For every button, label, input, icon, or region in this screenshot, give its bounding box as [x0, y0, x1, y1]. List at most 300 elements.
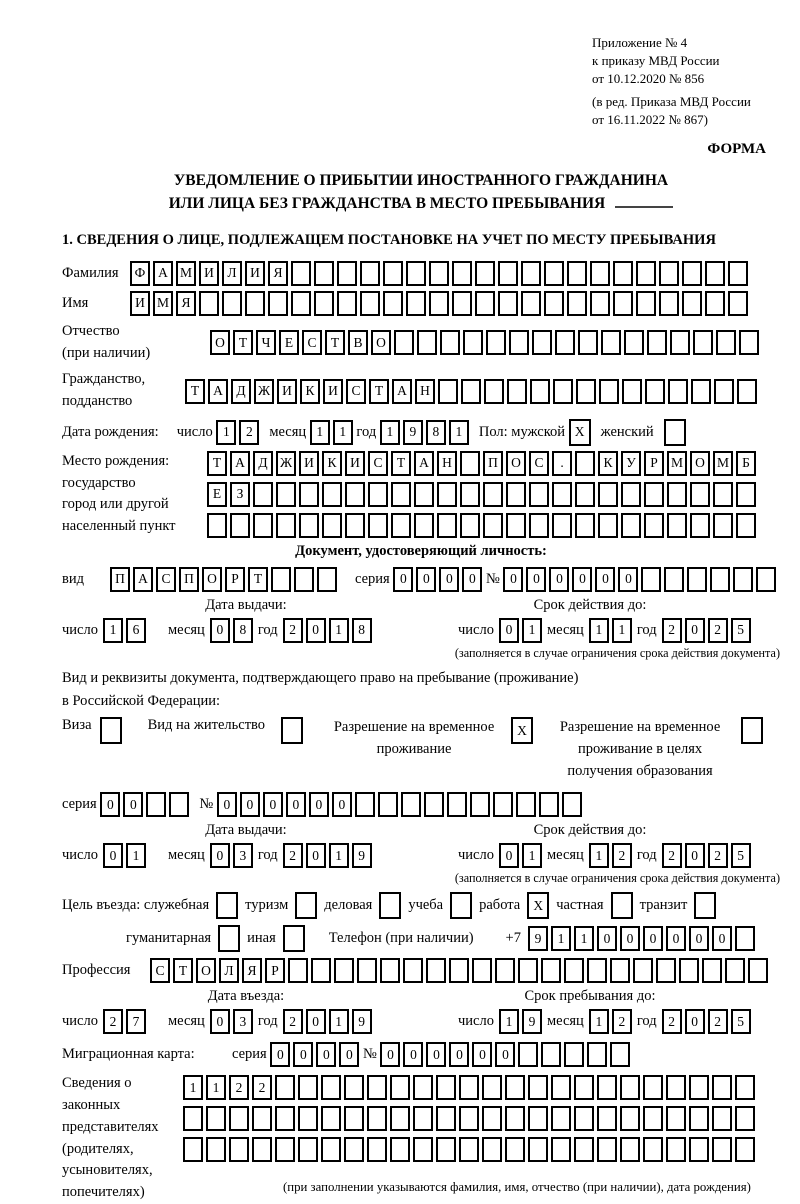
char-cell[interactable]: [664, 567, 684, 592]
char-cell[interactable]: 1: [333, 420, 353, 445]
char-cell[interactable]: 0: [499, 843, 519, 868]
char-cell[interactable]: [735, 1106, 755, 1131]
char-cell[interactable]: [728, 261, 748, 286]
char-cell[interactable]: [555, 330, 575, 355]
char-cell[interactable]: [597, 1075, 617, 1100]
char-cell[interactable]: 1: [522, 618, 542, 643]
char-cell[interactable]: [644, 482, 664, 507]
char-cell[interactable]: О: [202, 567, 222, 592]
checkbox-cell[interactable]: [664, 419, 686, 446]
char-cell[interactable]: П: [179, 567, 199, 592]
char-cell[interactable]: [460, 451, 480, 476]
char-cell[interactable]: .: [552, 451, 572, 476]
char-cell[interactable]: [564, 958, 584, 983]
char-cell[interactable]: 0: [643, 926, 663, 951]
char-cell[interactable]: [690, 513, 710, 538]
char-cell[interactable]: [482, 1075, 502, 1100]
char-cell[interactable]: 0: [306, 618, 326, 643]
char-cell[interactable]: [298, 1137, 318, 1162]
char-cell[interactable]: [299, 482, 319, 507]
char-cell[interactable]: [360, 261, 380, 286]
char-cell[interactable]: 0: [332, 792, 352, 817]
checkbox-cell[interactable]: [295, 892, 317, 919]
char-cell[interactable]: [438, 379, 458, 404]
char-cell[interactable]: [383, 261, 403, 286]
char-cell[interactable]: [436, 1106, 456, 1131]
char-cell[interactable]: 2: [252, 1075, 272, 1100]
char-cell[interactable]: [206, 1137, 226, 1162]
char-cell[interactable]: [298, 1106, 318, 1131]
char-cell[interactable]: А: [133, 567, 153, 592]
char-cell[interactable]: Ж: [276, 451, 296, 476]
checkbox-cell[interactable]: [100, 717, 122, 744]
char-cell[interactable]: 5: [731, 618, 751, 643]
char-cell[interactable]: Ж: [254, 379, 274, 404]
char-cell[interactable]: 1: [449, 420, 469, 445]
checkbox-cell[interactable]: [379, 892, 401, 919]
char-cell[interactable]: [643, 1106, 663, 1131]
char-cell[interactable]: [587, 958, 607, 983]
char-cell[interactable]: [482, 1106, 502, 1131]
char-cell[interactable]: [733, 567, 753, 592]
char-cell[interactable]: [621, 513, 641, 538]
char-cell[interactable]: [702, 958, 722, 983]
char-cell[interactable]: 2: [283, 618, 303, 643]
char-cell[interactable]: 5: [731, 843, 751, 868]
char-cell[interactable]: [597, 1106, 617, 1131]
char-cell[interactable]: [406, 291, 426, 316]
char-cell[interactable]: Т: [248, 567, 268, 592]
char-cell[interactable]: [541, 1042, 561, 1067]
char-cell[interactable]: [599, 379, 619, 404]
char-cell[interactable]: 1: [380, 420, 400, 445]
char-cell[interactable]: 2: [103, 1009, 123, 1034]
char-cell[interactable]: 1: [574, 926, 594, 951]
char-cell[interactable]: [735, 1075, 755, 1100]
char-cell[interactable]: [484, 379, 504, 404]
char-cell[interactable]: [656, 958, 676, 983]
checkbox-cell[interactable]: X: [527, 892, 549, 919]
char-cell[interactable]: [679, 958, 699, 983]
char-cell[interactable]: [541, 958, 561, 983]
char-cell[interactable]: Л: [222, 261, 242, 286]
char-cell[interactable]: [414, 482, 434, 507]
checkbox-cell[interactable]: [611, 892, 633, 919]
char-cell[interactable]: [670, 330, 690, 355]
char-cell[interactable]: А: [230, 451, 250, 476]
char-cell[interactable]: [229, 1137, 249, 1162]
char-cell[interactable]: И: [199, 261, 219, 286]
char-cell[interactable]: [470, 792, 490, 817]
char-cell[interactable]: [576, 379, 596, 404]
char-cell[interactable]: 3: [233, 843, 253, 868]
char-cell[interactable]: Т: [325, 330, 345, 355]
char-cell[interactable]: [463, 330, 483, 355]
char-cell[interactable]: 2: [239, 420, 259, 445]
char-cell[interactable]: И: [299, 451, 319, 476]
char-cell[interactable]: 2: [612, 843, 632, 868]
char-cell[interactable]: [459, 1075, 479, 1100]
checkbox-cell[interactable]: X: [511, 717, 533, 744]
char-cell[interactable]: [391, 513, 411, 538]
char-cell[interactable]: [299, 513, 319, 538]
char-cell[interactable]: 0: [306, 843, 326, 868]
char-cell[interactable]: [505, 1106, 525, 1131]
char-cell[interactable]: [705, 291, 725, 316]
char-cell[interactable]: С: [302, 330, 322, 355]
char-cell[interactable]: [622, 379, 642, 404]
char-cell[interactable]: [436, 1075, 456, 1100]
char-cell[interactable]: К: [300, 379, 320, 404]
checkbox-cell[interactable]: X: [569, 419, 591, 446]
char-cell[interactable]: [641, 567, 661, 592]
char-cell[interactable]: 1: [522, 843, 542, 868]
char-cell[interactable]: [311, 958, 331, 983]
char-cell[interactable]: [643, 1137, 663, 1162]
char-cell[interactable]: Л: [219, 958, 239, 983]
char-cell[interactable]: [380, 958, 400, 983]
char-cell[interactable]: И: [277, 379, 297, 404]
char-cell[interactable]: Я: [268, 261, 288, 286]
checkbox-cell[interactable]: [450, 892, 472, 919]
char-cell[interactable]: [275, 1106, 295, 1131]
char-cell[interactable]: 0: [685, 618, 705, 643]
char-cell[interactable]: Д: [231, 379, 251, 404]
char-cell[interactable]: О: [690, 451, 710, 476]
char-cell[interactable]: 0: [685, 843, 705, 868]
char-cell[interactable]: [712, 1137, 732, 1162]
char-cell[interactable]: [620, 1075, 640, 1100]
char-cell[interactable]: [482, 1137, 502, 1162]
char-cell[interactable]: [413, 1106, 433, 1131]
char-cell[interactable]: [207, 513, 227, 538]
char-cell[interactable]: [483, 513, 503, 538]
char-cell[interactable]: [578, 330, 598, 355]
char-cell[interactable]: [597, 1137, 617, 1162]
char-cell[interactable]: Д: [253, 451, 273, 476]
char-cell[interactable]: [633, 958, 653, 983]
char-cell[interactable]: [344, 1075, 364, 1100]
char-cell[interactable]: [532, 330, 552, 355]
char-cell[interactable]: [401, 792, 421, 817]
char-cell[interactable]: 9: [352, 1009, 372, 1034]
char-cell[interactable]: [314, 291, 334, 316]
char-cell[interactable]: [598, 482, 618, 507]
char-cell[interactable]: [390, 1137, 410, 1162]
char-cell[interactable]: [509, 330, 529, 355]
char-cell[interactable]: В: [348, 330, 368, 355]
char-cell[interactable]: 0: [240, 792, 260, 817]
char-cell[interactable]: [230, 513, 250, 538]
char-cell[interactable]: 0: [263, 792, 283, 817]
char-cell[interactable]: 0: [309, 792, 329, 817]
char-cell[interactable]: [643, 1075, 663, 1100]
char-cell[interactable]: [321, 1075, 341, 1100]
char-cell[interactable]: С: [150, 958, 170, 983]
char-cell[interactable]: [739, 330, 759, 355]
char-cell[interactable]: [344, 1106, 364, 1131]
char-cell[interactable]: 0: [526, 567, 546, 592]
char-cell[interactable]: 0: [499, 618, 519, 643]
char-cell[interactable]: [475, 291, 495, 316]
char-cell[interactable]: [493, 792, 513, 817]
char-cell[interactable]: 5: [731, 1009, 751, 1034]
char-cell[interactable]: З: [230, 482, 250, 507]
char-cell[interactable]: [598, 513, 618, 538]
char-cell[interactable]: [391, 482, 411, 507]
char-cell[interactable]: [689, 1106, 709, 1131]
char-cell[interactable]: [574, 1137, 594, 1162]
char-cell[interactable]: [334, 958, 354, 983]
char-cell[interactable]: [505, 1137, 525, 1162]
char-cell[interactable]: 0: [595, 567, 615, 592]
char-cell[interactable]: М: [713, 451, 733, 476]
char-cell[interactable]: 0: [403, 1042, 423, 1067]
char-cell[interactable]: [713, 482, 733, 507]
char-cell[interactable]: 2: [708, 843, 728, 868]
char-cell[interactable]: 1: [499, 1009, 519, 1034]
char-cell[interactable]: [355, 792, 375, 817]
char-cell[interactable]: [314, 261, 334, 286]
char-cell[interactable]: 1: [329, 843, 349, 868]
checkbox-cell[interactable]: [741, 717, 763, 744]
char-cell[interactable]: [528, 1106, 548, 1131]
char-cell[interactable]: Б: [736, 451, 756, 476]
char-cell[interactable]: Т: [233, 330, 253, 355]
char-cell[interactable]: С: [368, 451, 388, 476]
char-cell[interactable]: 6: [126, 618, 146, 643]
char-cell[interactable]: [271, 567, 291, 592]
char-cell[interactable]: 0: [449, 1042, 469, 1067]
char-cell[interactable]: 0: [462, 567, 482, 592]
char-cell[interactable]: 0: [597, 926, 617, 951]
char-cell[interactable]: [544, 261, 564, 286]
char-cell[interactable]: 0: [380, 1042, 400, 1067]
char-cell[interactable]: [322, 482, 342, 507]
char-cell[interactable]: 0: [210, 843, 230, 868]
char-cell[interactable]: [337, 291, 357, 316]
char-cell[interactable]: 2: [612, 1009, 632, 1034]
char-cell[interactable]: [521, 291, 541, 316]
char-cell[interactable]: [275, 1075, 295, 1100]
char-cell[interactable]: [486, 330, 506, 355]
char-cell[interactable]: [528, 1075, 548, 1100]
char-cell[interactable]: [689, 1137, 709, 1162]
char-cell[interactable]: Ч: [256, 330, 276, 355]
char-cell[interactable]: 0: [306, 1009, 326, 1034]
char-cell[interactable]: [575, 513, 595, 538]
char-cell[interactable]: 1: [103, 618, 123, 643]
char-cell[interactable]: Р: [265, 958, 285, 983]
char-cell[interactable]: [705, 261, 725, 286]
char-cell[interactable]: С: [529, 451, 549, 476]
char-cell[interactable]: [367, 1137, 387, 1162]
char-cell[interactable]: [735, 926, 755, 951]
char-cell[interactable]: М: [176, 261, 196, 286]
char-cell[interactable]: [610, 1042, 630, 1067]
char-cell[interactable]: [378, 792, 398, 817]
char-cell[interactable]: [368, 513, 388, 538]
char-cell[interactable]: [610, 958, 630, 983]
char-cell[interactable]: П: [110, 567, 130, 592]
char-cell[interactable]: [574, 1106, 594, 1131]
char-cell[interactable]: 2: [708, 1009, 728, 1034]
char-cell[interactable]: [601, 330, 621, 355]
char-cell[interactable]: [562, 792, 582, 817]
char-cell[interactable]: [390, 1075, 410, 1100]
char-cell[interactable]: [624, 330, 644, 355]
char-cell[interactable]: [506, 482, 526, 507]
char-cell[interactable]: [693, 330, 713, 355]
checkbox-cell[interactable]: [216, 892, 238, 919]
char-cell[interactable]: 1: [589, 843, 609, 868]
char-cell[interactable]: 0: [426, 1042, 446, 1067]
char-cell[interactable]: М: [153, 291, 173, 316]
char-cell[interactable]: [394, 330, 414, 355]
char-cell[interactable]: 0: [270, 1042, 290, 1067]
char-cell[interactable]: [276, 482, 296, 507]
char-cell[interactable]: [551, 1075, 571, 1100]
checkbox-cell[interactable]: [281, 717, 303, 744]
char-cell[interactable]: О: [371, 330, 391, 355]
char-cell[interactable]: [575, 451, 595, 476]
char-cell[interactable]: [169, 792, 189, 817]
char-cell[interactable]: [183, 1106, 203, 1131]
char-cell[interactable]: [452, 261, 472, 286]
char-cell[interactable]: [276, 513, 296, 538]
char-cell[interactable]: [288, 958, 308, 983]
char-cell[interactable]: [552, 482, 572, 507]
checkbox-cell[interactable]: [694, 892, 716, 919]
char-cell[interactable]: [475, 261, 495, 286]
char-cell[interactable]: [199, 291, 219, 316]
char-cell[interactable]: Е: [207, 482, 227, 507]
char-cell[interactable]: [206, 1106, 226, 1131]
char-cell[interactable]: [495, 958, 515, 983]
char-cell[interactable]: [666, 1106, 686, 1131]
char-cell[interactable]: [748, 958, 768, 983]
char-cell[interactable]: 1: [329, 1009, 349, 1034]
char-cell[interactable]: 0: [293, 1042, 313, 1067]
char-cell[interactable]: [666, 1075, 686, 1100]
char-cell[interactable]: 8: [352, 618, 372, 643]
char-cell[interactable]: 2: [662, 618, 682, 643]
char-cell[interactable]: К: [322, 451, 342, 476]
char-cell[interactable]: П: [483, 451, 503, 476]
char-cell[interactable]: [667, 513, 687, 538]
char-cell[interactable]: [613, 291, 633, 316]
char-cell[interactable]: [620, 1137, 640, 1162]
char-cell[interactable]: [268, 291, 288, 316]
char-cell[interactable]: [544, 291, 564, 316]
char-cell[interactable]: [291, 261, 311, 286]
char-cell[interactable]: К: [598, 451, 618, 476]
char-cell[interactable]: [437, 513, 457, 538]
char-cell[interactable]: А: [392, 379, 412, 404]
char-cell[interactable]: [406, 261, 426, 286]
char-cell[interactable]: 7: [126, 1009, 146, 1034]
char-cell[interactable]: [345, 513, 365, 538]
char-cell[interactable]: [294, 567, 314, 592]
char-cell[interactable]: [668, 379, 688, 404]
char-cell[interactable]: [690, 482, 710, 507]
char-cell[interactable]: 0: [503, 567, 523, 592]
char-cell[interactable]: С: [346, 379, 366, 404]
char-cell[interactable]: [459, 1106, 479, 1131]
char-cell[interactable]: [322, 513, 342, 538]
char-cell[interactable]: [252, 1137, 272, 1162]
char-cell[interactable]: [551, 1106, 571, 1131]
char-cell[interactable]: [429, 261, 449, 286]
char-cell[interactable]: [321, 1137, 341, 1162]
char-cell[interactable]: 2: [708, 618, 728, 643]
char-cell[interactable]: [647, 330, 667, 355]
char-cell[interactable]: А: [153, 261, 173, 286]
char-cell[interactable]: [530, 379, 550, 404]
char-cell[interactable]: [529, 513, 549, 538]
char-cell[interactable]: 9: [352, 843, 372, 868]
char-cell[interactable]: [713, 513, 733, 538]
char-cell[interactable]: [590, 291, 610, 316]
char-cell[interactable]: [590, 261, 610, 286]
char-cell[interactable]: [518, 1042, 538, 1067]
char-cell[interactable]: [691, 379, 711, 404]
char-cell[interactable]: 0: [210, 618, 230, 643]
char-cell[interactable]: 1: [329, 618, 349, 643]
char-cell[interactable]: [424, 792, 444, 817]
char-cell[interactable]: [564, 1042, 584, 1067]
char-cell[interactable]: [567, 291, 587, 316]
char-cell[interactable]: [551, 1137, 571, 1162]
char-cell[interactable]: [275, 1137, 295, 1162]
char-cell[interactable]: [245, 291, 265, 316]
char-cell[interactable]: [461, 379, 481, 404]
char-cell[interactable]: [253, 513, 273, 538]
char-cell[interactable]: [344, 1137, 364, 1162]
char-cell[interactable]: [667, 482, 687, 507]
char-cell[interactable]: [321, 1106, 341, 1131]
char-cell[interactable]: 0: [339, 1042, 359, 1067]
char-cell[interactable]: [552, 513, 572, 538]
char-cell[interactable]: [498, 291, 518, 316]
char-cell[interactable]: Т: [173, 958, 193, 983]
char-cell[interactable]: [367, 1075, 387, 1100]
char-cell[interactable]: [587, 1042, 607, 1067]
char-cell[interactable]: [426, 958, 446, 983]
char-cell[interactable]: И: [345, 451, 365, 476]
char-cell[interactable]: [498, 261, 518, 286]
char-cell[interactable]: [613, 261, 633, 286]
char-cell[interactable]: А: [208, 379, 228, 404]
checkbox-cell[interactable]: [283, 925, 305, 952]
char-cell[interactable]: [345, 482, 365, 507]
char-cell[interactable]: 3: [233, 1009, 253, 1034]
char-cell[interactable]: [229, 1106, 249, 1131]
char-cell[interactable]: И: [323, 379, 343, 404]
char-cell[interactable]: 2: [662, 1009, 682, 1034]
char-cell[interactable]: [521, 261, 541, 286]
char-cell[interactable]: 1: [183, 1075, 203, 1100]
char-cell[interactable]: 0: [217, 792, 237, 817]
char-cell[interactable]: [725, 958, 745, 983]
char-cell[interactable]: [539, 792, 559, 817]
char-cell[interactable]: [575, 482, 595, 507]
char-cell[interactable]: [507, 379, 527, 404]
char-cell[interactable]: [712, 1075, 732, 1100]
char-cell[interactable]: [413, 1137, 433, 1162]
char-cell[interactable]: [735, 1137, 755, 1162]
char-cell[interactable]: [516, 792, 536, 817]
